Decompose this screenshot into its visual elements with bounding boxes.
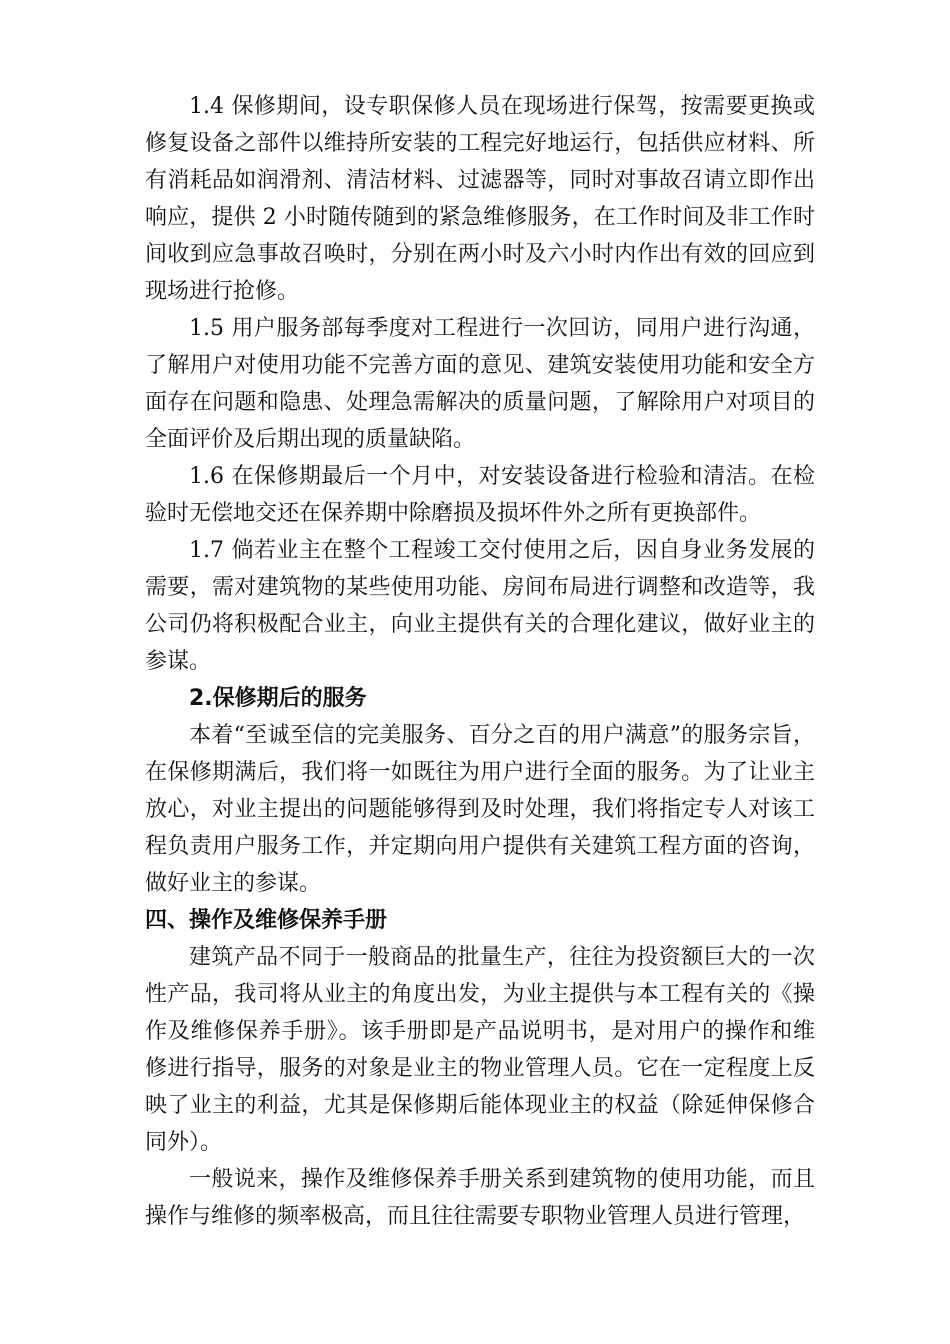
section-heading-after-warranty: 2.保修期后的服务 <box>189 686 367 711</box>
paragraph-manual-importance: 一般说来，操作及维修保养手册关系到建筑物的使用功能，而且操作与维修的频率极高，而且往往需要专职物业管理人员进行管理， <box>145 1167 815 1229</box>
paragraph-1-7: 1.7 倘若业主在整个工程竣工交付使用之后，因自身业务发展的需要，需对建筑物的某些使用功能、房间布局进行调整和改造等，我公司仍将积极配合业主，向业主提供有关的合理化建议，做好业主的参谋。 <box>145 538 815 674</box>
paragraph-1-5: 1.5 用户服务部每季度对工程进行一次回访，同用户进行沟通，了解用户对使用功能不完善方面的意见、建筑安装使用功能和安全方面存在问题和隐患、处理急需解决的质量问题，了解除用户对项目的全面评价及后期出现的质量缺陷。 <box>145 316 815 452</box>
paragraph-service-purpose: 本着“至诚至信的完美服务、百分之百的用户满意”的服务宗旨，在保修期满后，我们将一如既往为用户进行全面的服务。为了让业主放心，对业主提出的问题能够得到及时处理，我们将指定专人对该工程负责用户服务工作，并定期向用户提供有关建筑工程方面的咨询，做好业主的参谋。 <box>145 723 815 896</box>
document-body <box>145 88 815 1235</box>
paragraph-manual-intro: 建筑产品不同于一般商品的批量生产，往往为投资额巨大的一次性产品，我司将从业主的角度出发，为业主提供与本工程有关的《操作及维修保养手册》。该手册即是产品说明书，是对用户的操作和维修进行指导，服务的对象是业主的物业管理人员。它在一定程度上反映了业主的利益，尤其是保修期后能体现业主的权益（除延伸保修合同外）。 <box>145 945 815 1155</box>
chapter-heading-manual: 四、操作及维修保养手册 <box>145 908 388 933</box>
paragraph-1-4: 1.4 保修期间，设专职保修人员在现场进行保驾，按需要更换或修复设备之部件以维持所安装的工程完好地运行，包括供应材料、所有消耗品如润滑剂、清洁材料、过滤器等，同时对事故召请立即作出响应，提供 2 小时随传随到的紧急维修服务，在工作时间及非工作时间收到应急事故召唤时，分别在两小时及六小时内作出有效的回应到现场进行抢修。 <box>145 94 815 304</box>
paragraph-1-6: 1.6 在保修期最后一个月中，对安装设备进行检验和清洁。在检验时无偿地交还在保养期中除磨损及损坏件外之所有更换部件。 <box>145 464 815 526</box>
